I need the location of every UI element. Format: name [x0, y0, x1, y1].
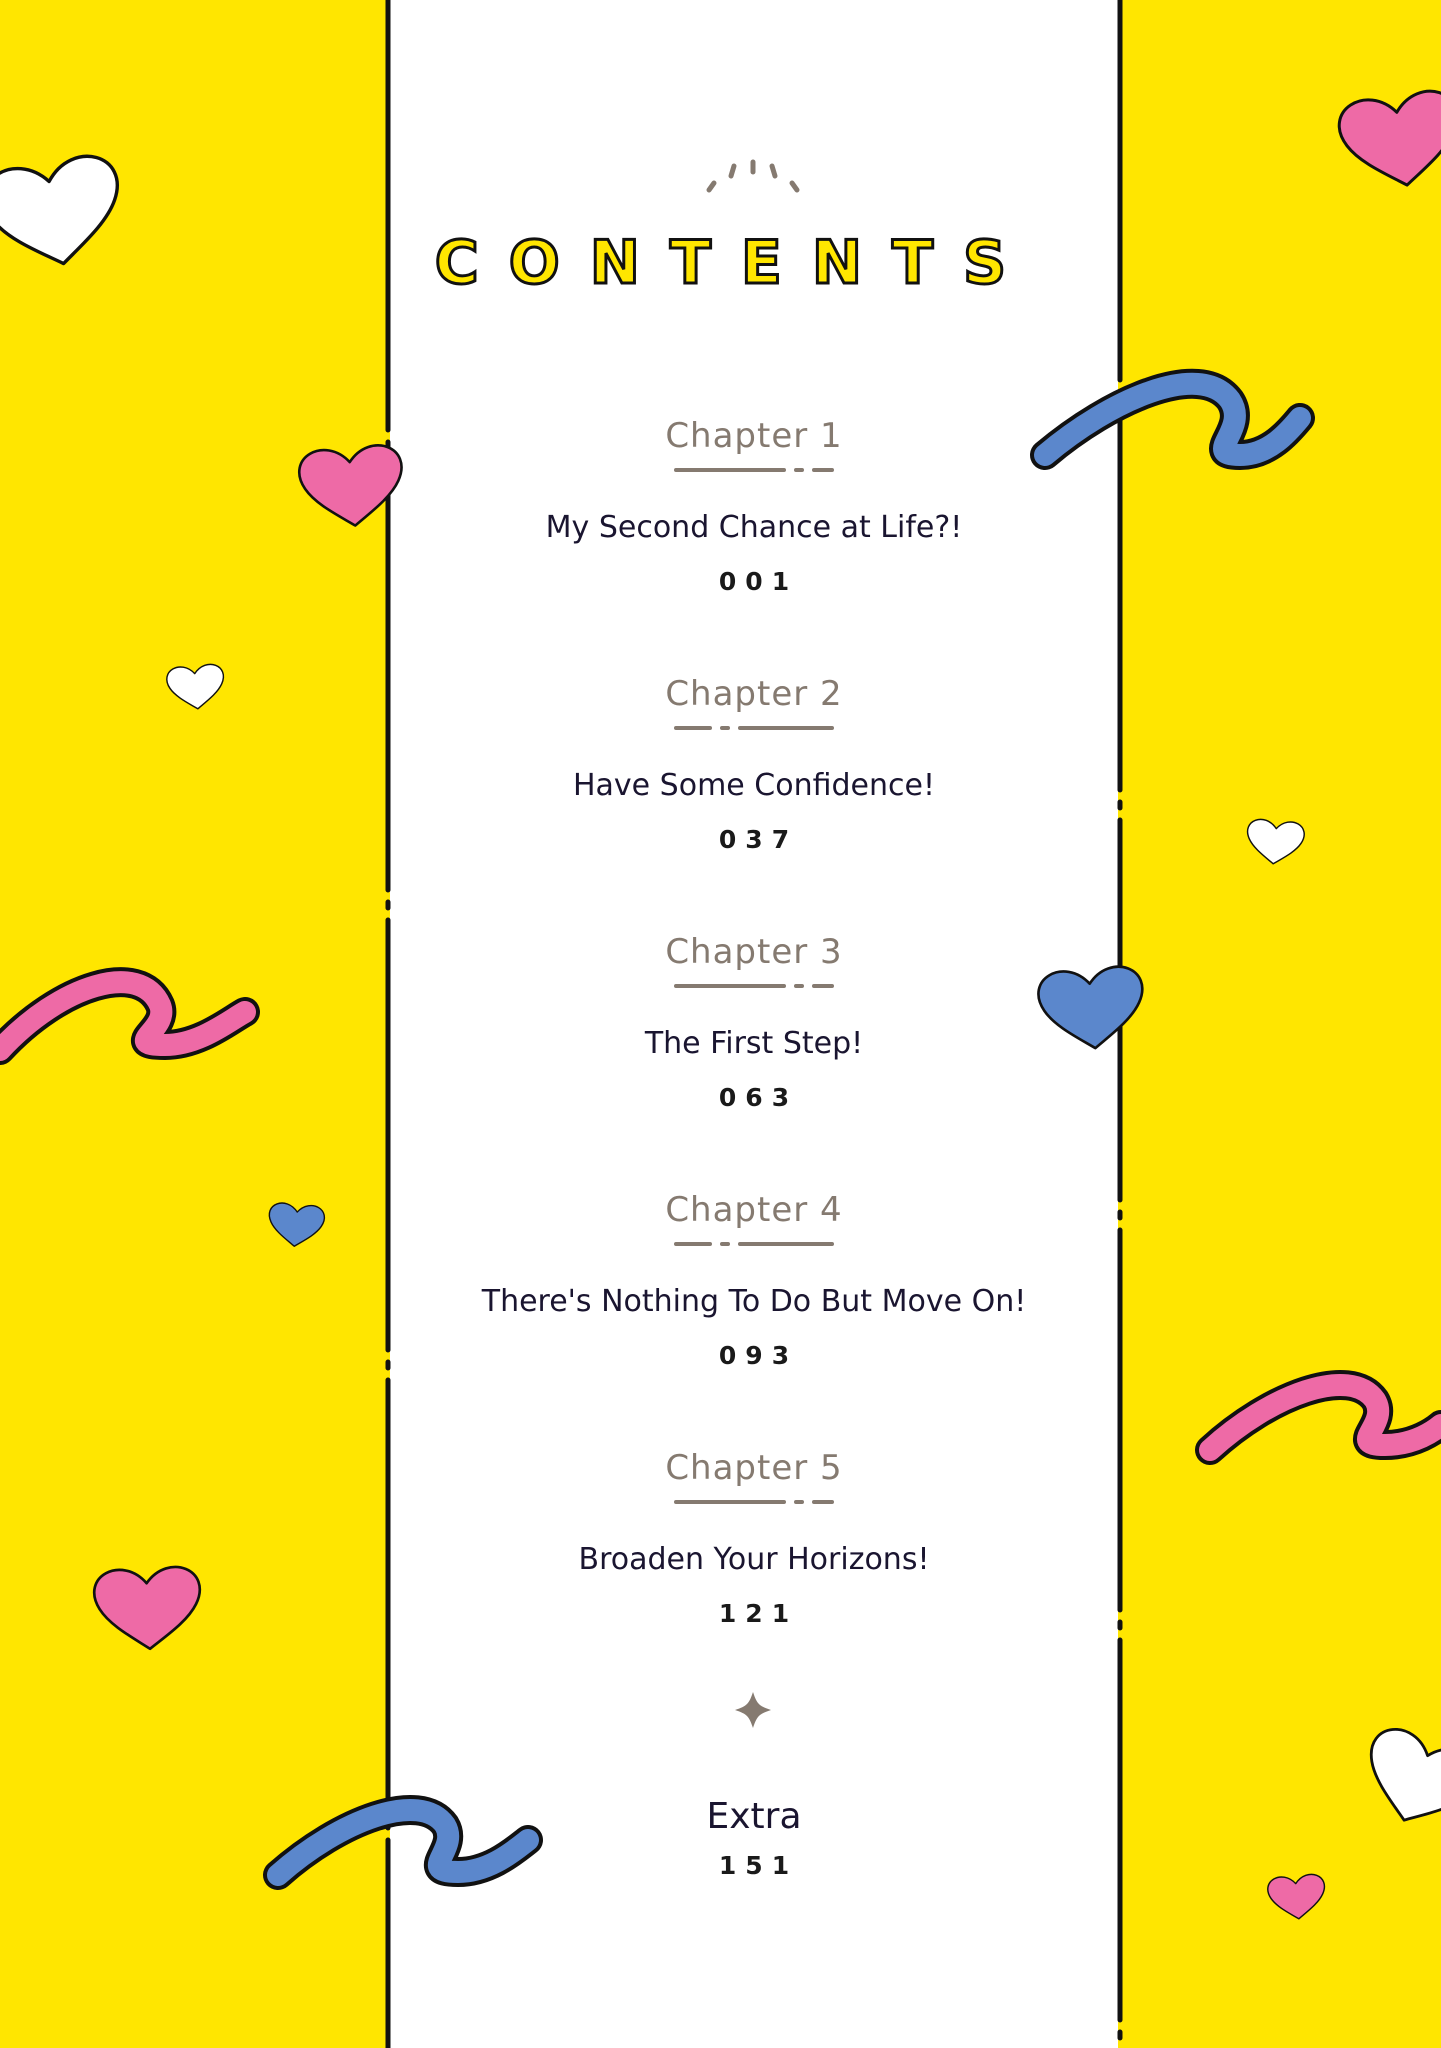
chapter-underline	[674, 1242, 834, 1250]
chapter-entry	[390, 1190, 1118, 1370]
heart-icon	[166, 663, 226, 711]
star-icon	[735, 1692, 771, 1728]
chapter-label: Chapter 1	[665, 416, 843, 456]
chapter-label: Chapter 3	[665, 932, 843, 972]
chapter-title: The First Step!	[644, 1026, 864, 1061]
heart-icon	[1336, 88, 1441, 194]
extra-page: 151	[718, 1851, 799, 1880]
chapter-entry	[390, 932, 1118, 1112]
chapter-page: 093	[718, 1341, 799, 1370]
chapter-entry	[390, 1448, 1118, 1628]
extra-entry	[390, 1796, 1118, 1880]
chapter-label: Chapter 4	[665, 1190, 843, 1230]
chapter-title: Have Some Confidence!	[572, 768, 935, 803]
page-title: CONTENTS	[434, 228, 1037, 298]
squiggle-icon	[0, 982, 245, 1050]
chapter-underline	[674, 468, 834, 476]
chapter-page: 063	[718, 1083, 799, 1112]
extra-title: Extra	[706, 1796, 802, 1837]
chapter-title: There's Nothing To Do But Move On!	[481, 1284, 1027, 1319]
squiggle-icon	[1210, 1385, 1441, 1450]
chapter-underline	[674, 1500, 834, 1508]
chapter-label: Chapter 2	[665, 674, 843, 714]
heart-icon	[93, 1566, 203, 1652]
chapter-underline	[674, 726, 834, 734]
contents-header	[0, 228, 1441, 298]
chapter-page: 121	[718, 1599, 799, 1628]
chapter-entry	[390, 416, 1118, 596]
chapter-underline	[674, 984, 834, 992]
chapter-label: Chapter 5	[665, 1448, 843, 1488]
chapter-page: 037	[718, 825, 799, 854]
heart-icon	[1245, 818, 1305, 866]
chapter-entry	[390, 674, 1118, 854]
chapter-page: 001	[718, 567, 799, 596]
chapter-title: Broaden Your Horizons!	[578, 1542, 930, 1577]
sparkle-icon	[709, 162, 797, 190]
chapter-title: My Second Chance at Life?!	[545, 510, 963, 545]
heart-icon	[1352, 1722, 1441, 1839]
heart-icon	[1267, 1873, 1327, 1921]
heart-icon	[267, 1202, 326, 1249]
